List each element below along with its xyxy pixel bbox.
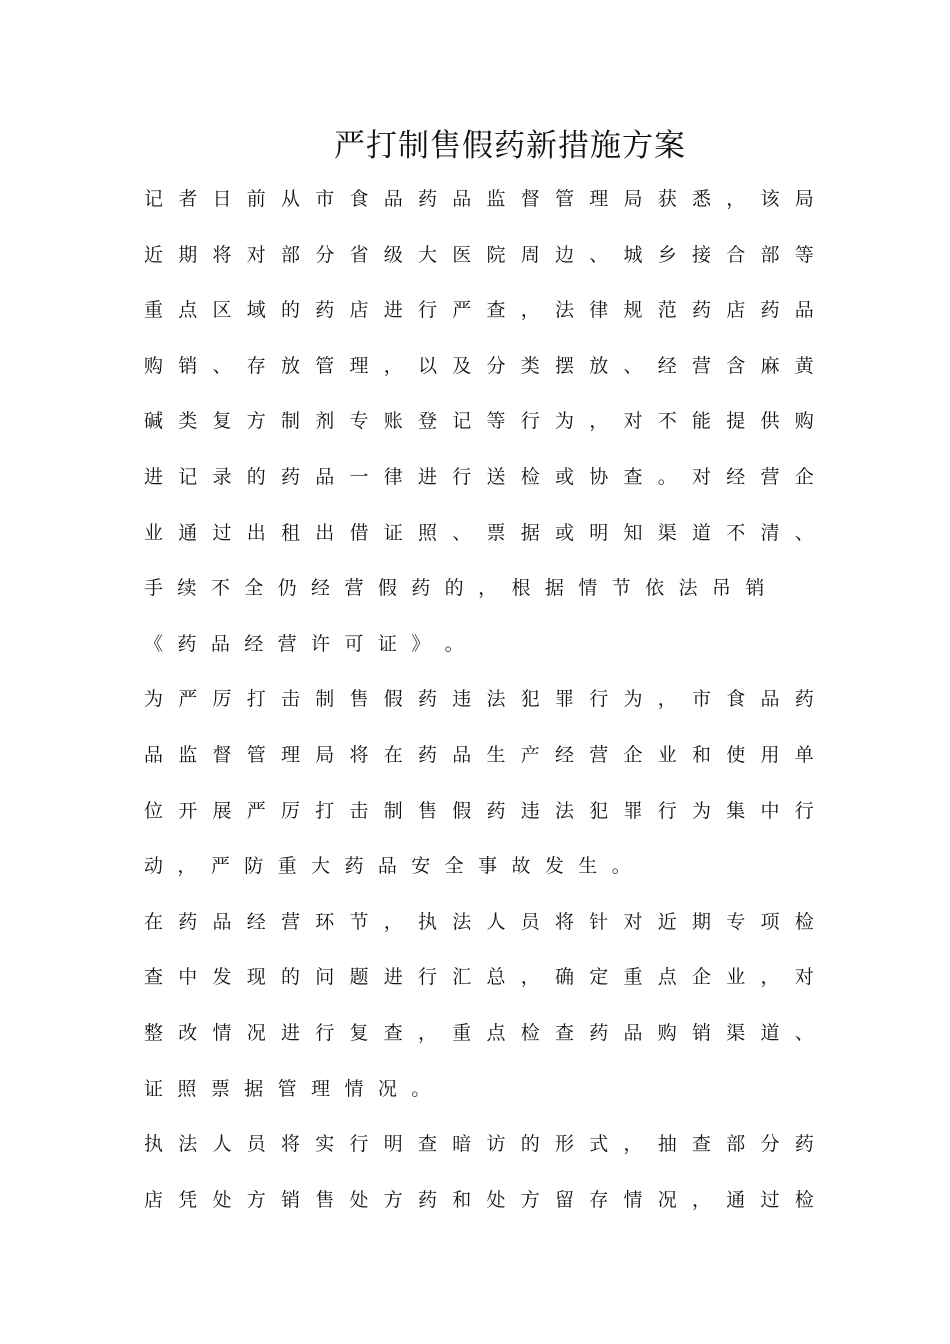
text-line: 在 药 品 经 营 环 节 ， 执 法 人 员 将 针 对 近 期 专 项 检 bbox=[144, 910, 814, 933]
document-title: 严打制售假药新措施方案 bbox=[334, 128, 686, 164]
text-line: 为 严 厉 打 击 制 售 假 药 违 法 犯 罪 行 为 ， 市 食 品 药 bbox=[144, 688, 814, 711]
text-line: 查 中 发 现 的 问 题 进 行 汇 总 ， 确 定 重 点 企 业 ， 对 bbox=[144, 966, 814, 989]
text-line: 记 者 日 前 从 市 食 品 药 品 监 督 管 理 局 获 悉 ， 该 局 bbox=[144, 188, 814, 210]
text-line: 证 照 票 据 管 理 情 况 。 bbox=[144, 1077, 431, 1100]
text-line: 进 记 录 的 药 品 一 律 进 行 送 检 或 协 查 。 对 经 营 企 bbox=[144, 465, 814, 488]
text-line: 执 法 人 员 将 实 行 明 查 暗 访 的 形 式 ， 抽 查 部 分 药 bbox=[144, 1133, 814, 1156]
document-body bbox=[144, 172, 814, 1228]
text-line: 手 续 不 全 仍 经 营 假 药 的 ， 根 据 情 节 依 法 吊 销 bbox=[144, 577, 765, 600]
text-line: 重 点 区 域 的 药 店 进 行 严 查 ， 法 律 规 范 药 店 药 品 bbox=[144, 299, 814, 322]
text-line: 店 凭 处 方 销 售 处 方 药 和 处 方 留 存 情 况 ， 通 过 检 bbox=[144, 1188, 814, 1211]
text-line: 《 药 品 经 营 许 可 证 》 。 bbox=[144, 632, 464, 655]
text-line: 碱 类 复 方 制 剂 专 账 登 记 等 行 为 ， 对 不 能 提 供 购 bbox=[144, 410, 814, 433]
text-line: 购 销 、 存 放 管 理 ， 以 及 分 类 摆 放 、 经 营 含 麻 黄 bbox=[144, 354, 814, 377]
text-line: 业 通 过 出 租 出 借 证 照 、 票 据 或 明 知 渠 道 不 清 、 bbox=[144, 521, 814, 544]
text-line: 近 期 将 对 部 分 省 级 大 医 院 周 边 、 城 乡 接 合 部 等 bbox=[144, 243, 814, 266]
text-line: 动 ， 严 防 重 大 药 品 安 全 事 故 发 生 。 bbox=[144, 855, 631, 878]
text-line: 品 监 督 管 理 局 将 在 药 品 生 产 经 营 企 业 和 使 用 单 bbox=[144, 743, 814, 766]
text-line: 整 改 情 况 进 行 复 查 ， 重 点 检 查 药 品 购 销 渠 道 、 bbox=[144, 1021, 814, 1044]
text-line: 位 开 展 严 厉 打 击 制 售 假 药 违 法 犯 罪 行 为 集 中 行 bbox=[144, 799, 814, 822]
